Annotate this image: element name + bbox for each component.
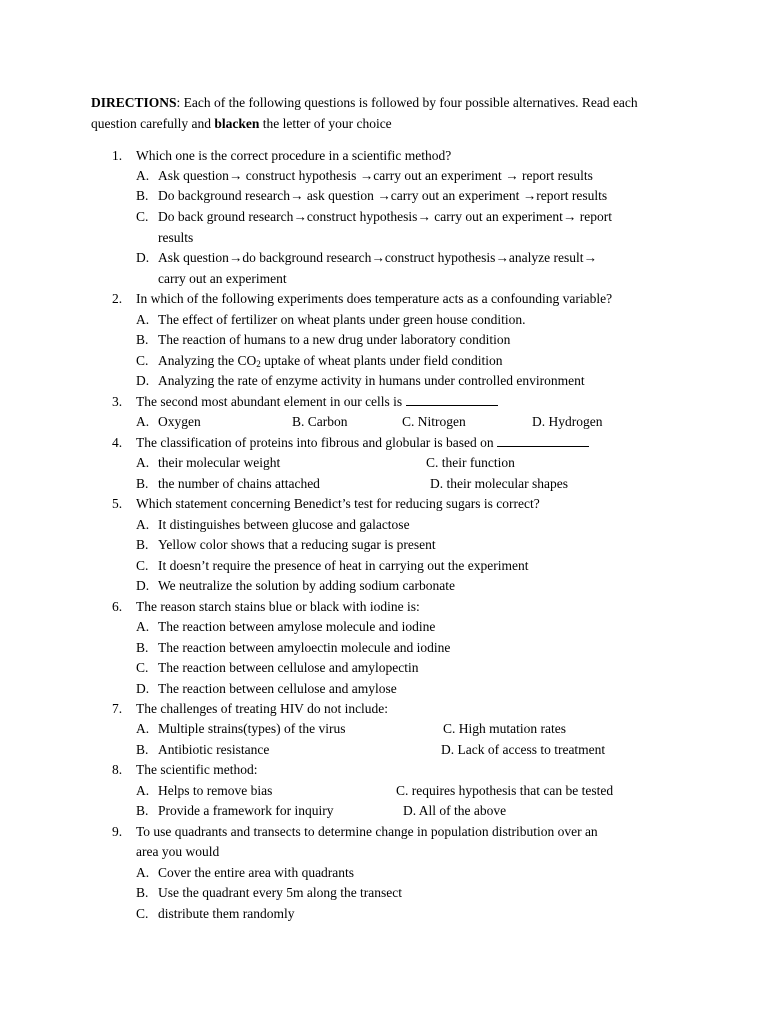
q1-a-letter[interactable]: A. [136, 168, 150, 183]
q4-stem-text: The classification of proteins into fibrous and globular is based on [136, 435, 494, 450]
q5-a-text: It distinguishes between glucose and galactose [158, 517, 410, 532]
q7-b-text: Antibiotic resistance [158, 742, 270, 757]
q5-b-letter[interactable]: B. [136, 537, 149, 552]
q3-stem-text: The second most abundant element in our cells is [136, 394, 403, 409]
q5-b-text: Yellow color shows that a reducing sugar is present [158, 537, 436, 552]
q5-a-letter[interactable]: A. [136, 517, 150, 532]
q8-b-letter[interactable]: B. [136, 803, 149, 818]
q2-d-letter[interactable]: D. [136, 373, 150, 388]
q6-d-text: The reaction between cellulose and amylose [158, 681, 397, 696]
q2-b-text: The reaction of humans to a new drug under laboratory condition [158, 332, 511, 347]
q4-c-option[interactable]: C. their function [426, 455, 515, 470]
q8-number: 8. [112, 762, 123, 777]
q6-number: 6. [112, 599, 123, 614]
q6-c-text: The reaction between cellulose and amylopectin [158, 660, 419, 675]
q2-b-letter[interactable]: B. [136, 332, 149, 347]
q2-c-text-post: uptake of wheat plants under field condition [260, 353, 503, 368]
q9-a-letter[interactable]: A. [136, 865, 150, 880]
q7-d-option[interactable]: D. Lack of access to treatment [441, 742, 606, 757]
q2-c-text [158, 352, 503, 370]
q1-b-letter[interactable]: B. [136, 188, 149, 203]
q3-number: 3. [112, 394, 123, 409]
q2-stem: In which of the following experiments does temperature acts as a confounding variable? [136, 291, 613, 306]
q1-c-letter[interactable]: C. [136, 209, 149, 224]
q8-a-text: Helps to remove bias [158, 783, 273, 798]
q8-b-text: Provide a framework for inquiry [158, 803, 334, 818]
q3-answer-blank [406, 393, 498, 406]
q8-d-option[interactable]: D. All of the above [403, 803, 507, 818]
q3-c-option[interactable]: C. Nitrogen [402, 414, 466, 429]
q1-a-text: Ask question→ construct hypothesis →carry out an experiment → report results [158, 168, 593, 183]
q7-c-option[interactable]: C. High mutation rates [443, 721, 566, 736]
q2-c-text-pre: Analyzing the CO [158, 353, 257, 368]
q8-c-option[interactable]: C. requires hypothesis that can be tested [396, 783, 614, 798]
q1-stem: Which one is the correct procedure in a scientific method? [136, 148, 452, 163]
q9-number: 9. [112, 824, 123, 839]
q5-c-letter[interactable]: C. [136, 558, 149, 573]
q7-b-letter[interactable]: B. [136, 742, 149, 757]
q6-c-letter[interactable]: C. [136, 660, 149, 675]
q7-a-letter[interactable]: A. [136, 721, 150, 736]
q3-a-letter[interactable]: A. [136, 414, 150, 429]
q4-stem [136, 434, 589, 452]
directions-label: DIRECTIONS [91, 95, 177, 110]
directions-paragraph [91, 92, 681, 134]
q6-a-text: The reaction between amylose molecule and iodine [158, 619, 436, 634]
q5-d-letter[interactable]: D. [136, 578, 150, 593]
q7-stem: The challenges of treating HIV do not include: [136, 701, 389, 716]
q4-b-letter[interactable]: B. [136, 476, 149, 491]
q9-b-text: Use the quadrant every 5m along the transect [158, 885, 403, 900]
q1-d-text-line2: carry out an experiment [158, 271, 287, 286]
q1-d-text-line1: Ask question→do background research→construct hypothesis→analyze result→ [158, 250, 598, 265]
q6-b-letter[interactable]: B. [136, 640, 149, 655]
q9-stem-line1: To use quadrants and transects to determine change in population distribution over an [136, 824, 598, 839]
q8-stem: The scientific method: [136, 762, 258, 777]
q2-d-text: Analyzing the rate of enzyme activity in humans under controlled environment [158, 373, 585, 388]
q7-a-text: Multiple strains(types) of the virus [158, 721, 346, 736]
q3-b-option[interactable]: B. Carbon [292, 414, 348, 429]
q2-a-text: The effect of fertilizer on wheat plants under green house condition. [158, 312, 526, 327]
q4-d-option[interactable]: D. their molecular shapes [430, 476, 568, 491]
q3-a-text: Oxygen [158, 414, 201, 429]
q1-d-letter[interactable]: D. [136, 250, 150, 265]
q4-answer-blank [497, 434, 589, 447]
q1-c-text-line1: Do back ground research→construct hypothesis→ carry out an experiment→ report [158, 209, 612, 224]
directions-text-after: the letter of your choice [259, 116, 392, 131]
q6-d-letter[interactable]: D. [136, 681, 150, 696]
q6-a-letter[interactable]: A. [136, 619, 150, 634]
q1-b-text: Do background research→ ask question →carry out an experiment →report results [158, 188, 608, 203]
q9-a-text: Cover the entire area with quadrants [158, 865, 355, 880]
q7-number: 7. [112, 701, 123, 716]
q9-stem-line2: area you would [136, 844, 220, 859]
q8-a-letter[interactable]: A. [136, 783, 150, 798]
q4-b-text: the number of chains attached [158, 476, 320, 491]
q4-a-letter[interactable]: A. [136, 455, 150, 470]
q4-number: 4. [112, 435, 123, 450]
q1-number: 1. [112, 148, 123, 163]
q2-a-letter[interactable]: A. [136, 312, 150, 327]
q6-b-text: The reaction between amyloectin molecule and iodine [158, 640, 451, 655]
q6-stem: The reason starch stains blue or black with iodine is: [136, 599, 420, 614]
q5-stem: Which statement concerning Benedict’s test for reducing sugars is correct? [136, 496, 540, 511]
directions-text-before: : Each of the following questions is followed by four possible alternatives. Read each question carefully and [91, 95, 638, 131]
q9-c-letter[interactable]: C. [136, 906, 149, 921]
q3-stem [136, 393, 498, 411]
q9-b-letter[interactable]: B. [136, 885, 149, 900]
directions-emphasis: blacken [214, 116, 260, 131]
q5-d-text: We neutralize the solution by adding sodium carbonate [158, 578, 455, 593]
q5-c-text: It doesn’t require the presence of heat in carrying out the experiment [158, 558, 529, 573]
q2-c-letter[interactable]: C. [136, 353, 149, 368]
q2-c-subscript: 2 [256, 359, 261, 369]
q4-a-text: their molecular weight [158, 455, 281, 470]
q2-number: 2. [112, 291, 123, 306]
q5-number: 5. [112, 496, 123, 511]
q1-c-text-line2: results [158, 230, 194, 245]
q3-d-option[interactable]: D. Hydrogen [532, 414, 603, 429]
q9-c-text: distribute them randomly [158, 906, 295, 921]
